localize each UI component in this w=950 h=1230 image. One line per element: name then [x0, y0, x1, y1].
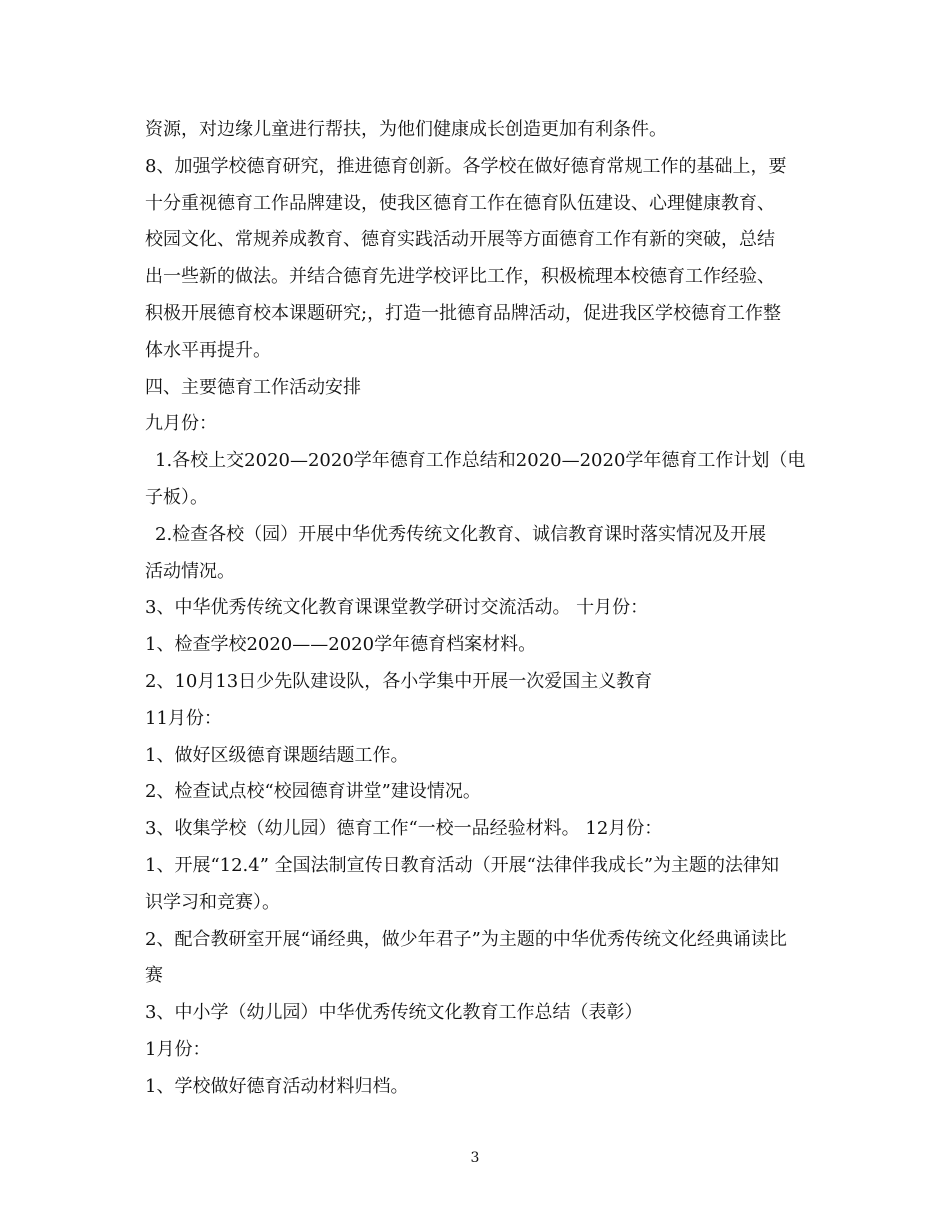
text-line: 赛 [145, 965, 163, 987]
list-item: 2、检查试点校“校园德育讲堂”建设情况。 [145, 781, 481, 803]
list-item: 3、中小学（幼儿园）中华优秀传统文化教育工作总结（表彰） [145, 1002, 643, 1024]
month-heading: 九月份： [145, 413, 217, 435]
list-item: 2、配合教研室开展“诵经典，做少年君子”为主题的中华优秀传统文化经典诵读比 [145, 928, 787, 950]
section-heading: 四、主要德育工作活动安排 [145, 376, 361, 398]
list-item: 3、中华优秀传统文化教育课课堂教学研讨交流活动。 十月份： [145, 597, 649, 619]
text-line: 识学习和竞赛）。 [145, 891, 280, 913]
list-item: 1、开展“12.4” 全国法制宣传日教育活动（开展“法律伴我成长”为主题的法律知 [145, 854, 780, 876]
document-body [145, 112, 810, 1106]
list-item: 1.各校上交2020—2020学年德育工作总结和2020—2020学年德育工作计划（电 [155, 450, 806, 472]
month-heading: 11月份： [145, 707, 222, 729]
text-line: 校园文化、常规养成教育、德育实践活动开展等方面德育工作有新的突破，总结 [145, 229, 775, 251]
text-line: 出一些新的做法。并结合德育先进学校评比工作，积极梳理本校德育工作经验、 [145, 266, 775, 288]
page-number: 3 [470, 1150, 480, 1166]
text-line: 子板）。 [145, 486, 208, 508]
list-item: 2、10月13日少先队建设队，各小学集中开展一次爱国主义教育 [145, 670, 653, 692]
list-item: 1、学校做好德育活动材料归档。 [145, 1075, 409, 1097]
month-heading: 1月份： [145, 1038, 211, 1060]
text-line: 十分重视德育工作品牌建设，使我区德育工作在德育队伍建设、心理健康教育、 [145, 192, 775, 214]
list-item: 1、做好区级德育课题结题工作。 [145, 744, 409, 766]
text-line: 积极开展德育校本课题研究;，打造一批德育品牌活动，促进我区学校德育工作整 [145, 302, 782, 324]
list-item: 3、收集学校（幼儿园）德育工作“一校一品经验材料。 12月份： [145, 818, 663, 840]
text-line: 体水平再提升。 [145, 339, 271, 361]
text-line: 资源，对边缘儿童进行帮扶，为他们健康成长创造更加有利条件。 [145, 119, 667, 140]
text-line: 活动情况。 [145, 560, 235, 582]
list-item: 1、检查学校2020——2020学年德育档案材料。 [145, 634, 537, 656]
text-line: 8、加强学校德育研究，推进德育创新。各学校在做好德育常规工作的基础上，要 [145, 155, 787, 177]
list-item: 2.检查各校（园）开展中华优秀传统文化教育、诚信教育课时落实情况及开展 [155, 523, 767, 545]
